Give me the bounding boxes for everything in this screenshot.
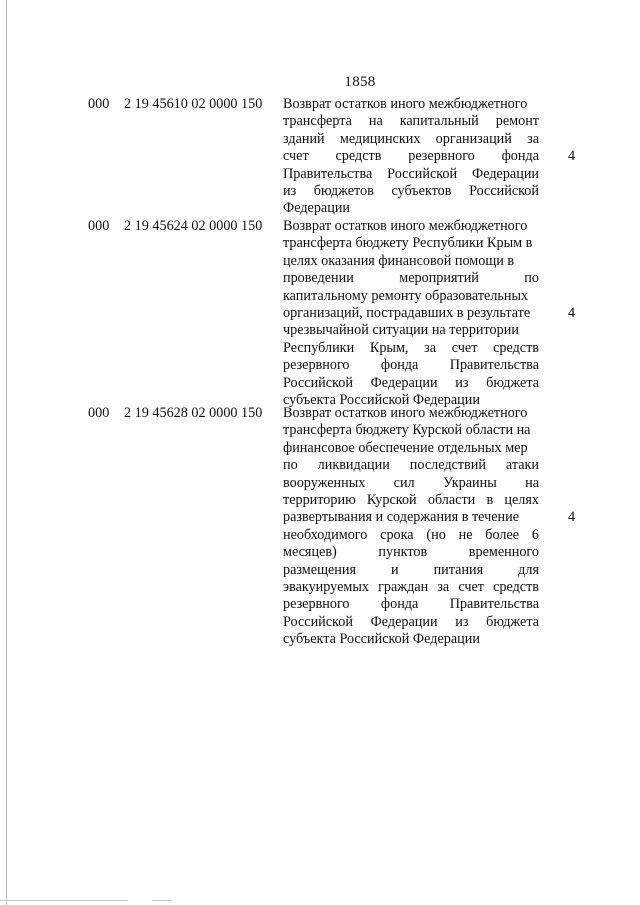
budget-code-cell: 2 19 45628 02 0000 150 (124, 405, 263, 421)
revenue-name-line: из бюджетов субъектов Российской (283, 182, 539, 199)
revenue-name-line: трансферта бюджету Республики Крым в (283, 235, 533, 252)
revenue-name-line: трансферта бюджету Курской области на (283, 422, 531, 439)
revenue-name-line: резервного фонда Правительства (283, 357, 539, 374)
revenue-name-line: необходимого срока (но не более 6 (283, 526, 539, 543)
amount-cell: 4 (568, 305, 576, 321)
revenue-name-cell (283, 96, 539, 218)
revenue-name-line: резервного фонда Правительства (283, 596, 539, 613)
scan-edge-line (6, 0, 7, 905)
revenue-name-cell (283, 218, 539, 409)
revenue-name-line: финансовое обеспечение отдельных мер (283, 439, 528, 456)
revenue-name-line: месяцев) пунктов временного (283, 544, 539, 561)
revenue-name-line: размещения и питания для (283, 561, 539, 578)
revenue-name-line: Возврат остатков иного межбюджетного (283, 405, 528, 421)
scan-bottom-mark (0, 900, 128, 901)
revenue-name-line: по ликвидации последствий атаки (283, 457, 539, 474)
revenue-name-line: Возврат остатков иного межбюджетного (283, 96, 528, 112)
revenue-name-line: Российской Федерации из бюджета (283, 613, 539, 630)
revenue-name-line: территорию Курской области в целях (283, 491, 539, 508)
scan-bottom-mark (152, 900, 172, 901)
page-number: 1858 (344, 74, 376, 90)
revenue-name-line: Республики Крым, за счет средств (283, 339, 539, 356)
revenue-name-line: зданий медицинских организаций за (283, 130, 539, 147)
revenue-name-line: Федерации (283, 200, 351, 217)
revenue-name-line: Возврат остатков иного межбюджетного (283, 218, 528, 234)
revenue-name-line: вооруженных сил Украины на (283, 474, 539, 491)
admin-code-cell: 000 (88, 218, 110, 234)
revenue-name-line: субъекта Российской Федерации (283, 631, 480, 648)
amount-cell: 4 (568, 148, 576, 165)
budget-code-cell: 2 19 45610 02 0000 150 (124, 96, 263, 112)
revenue-name-line: чрезвычайной ситуации на территории (283, 322, 519, 339)
revenue-name-line: капитальному ремонту образовательных (283, 287, 529, 304)
revenue-name-line: трансферта на капитальный ремонт (283, 113, 539, 130)
revenue-name-line: счет средств резервного фонда (283, 148, 539, 165)
admin-code-cell: 000 (88, 405, 110, 421)
revenue-name-line: субъекта Российской Федерации (283, 391, 480, 408)
budget-code-cell: 2 19 45624 02 0000 150 (124, 218, 263, 234)
revenue-name-line: Правительства Российской Федерации (283, 165, 539, 182)
revenue-name-line: Российской Федерации из бюджета (283, 374, 539, 391)
revenue-name-line: целях оказания финансовой помощи в (283, 252, 515, 269)
revenue-name-line: развертывания и содержания в течение (283, 509, 520, 526)
admin-code-cell: 000 (88, 96, 110, 112)
revenue-name-cell (283, 405, 539, 648)
revenue-name-line: эвакуируемых граждан за счет средств (283, 578, 539, 595)
revenue-name-line: проведении мероприятий по (283, 270, 539, 287)
amount-cell: 4 (568, 509, 576, 526)
revenue-name-line: организаций, пострадавших в результате (283, 304, 531, 321)
